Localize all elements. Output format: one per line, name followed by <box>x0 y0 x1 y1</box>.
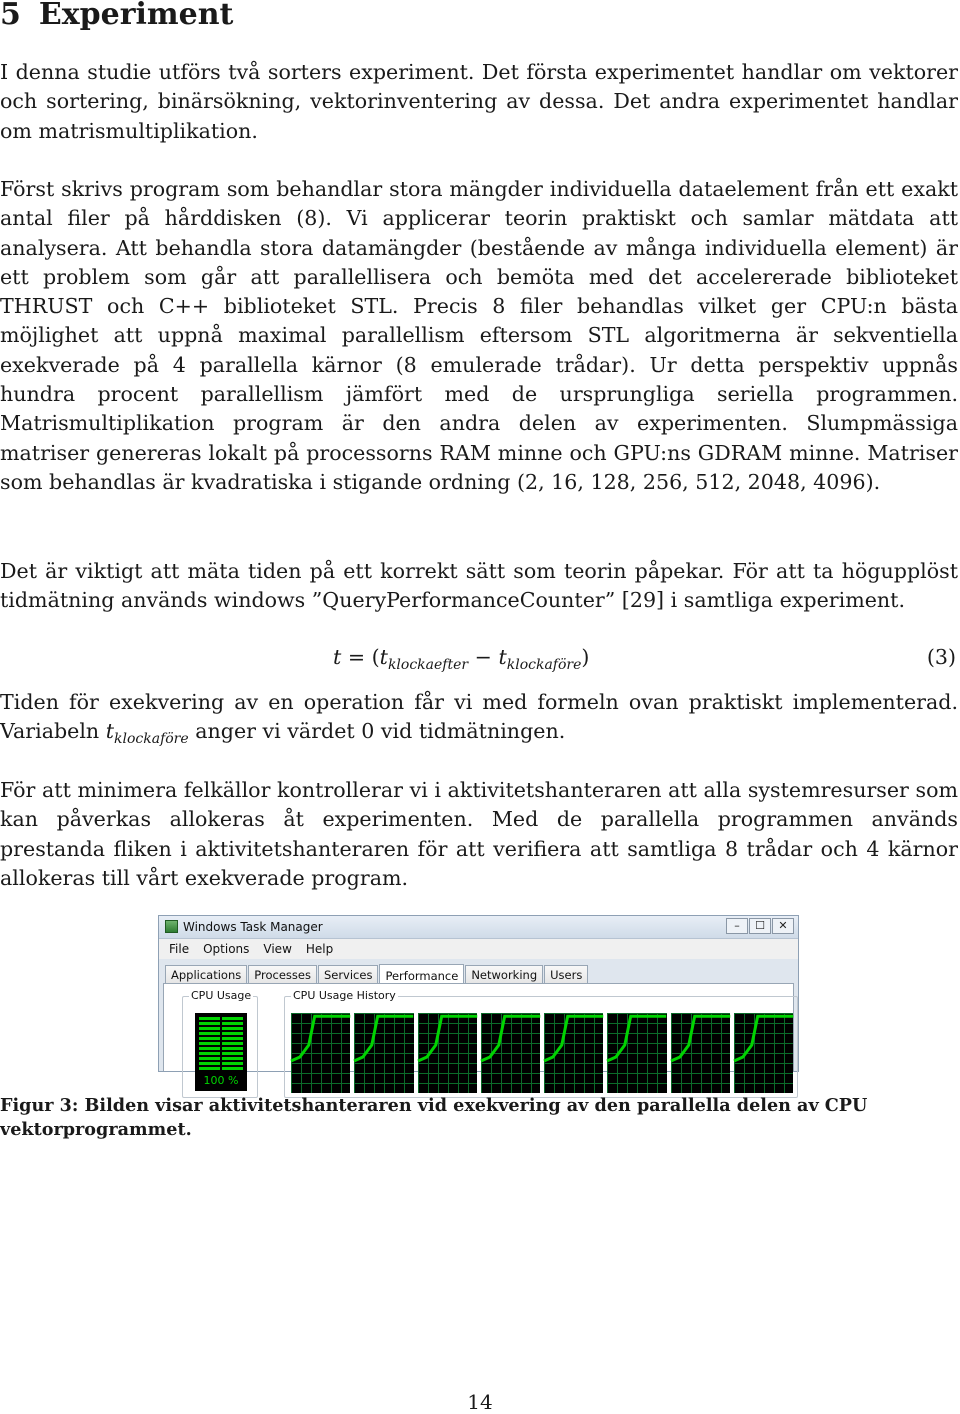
cpu-core-usage-line <box>734 1016 793 1061</box>
cpu-usage-label: CPU Usage <box>191 989 252 1002</box>
menu-file[interactable]: File <box>169 942 190 956</box>
paragraph-intro: I denna studie utförs två sorters experiment. Det första experimentet handlar om vektorer och sortering, binärsökning, vektorinventering av dessa. Det andra experimentet handlar om matrismultiplikation. <box>0 60 958 143</box>
section-number: 5 <box>0 0 21 32</box>
cpu-core-history-graph <box>607 1013 666 1093</box>
close-icon[interactable]: ✕ <box>772 918 794 934</box>
cpu-core-usage-line <box>291 1016 350 1061</box>
cpu-usage-value: 100 % <box>203 1074 239 1087</box>
cpu-core-usage-line <box>671 1016 730 1061</box>
cpu-core-usage-line <box>544 1016 603 1061</box>
cpu-core-usage-line <box>418 1016 477 1061</box>
cpu-core-history-graph <box>418 1013 477 1093</box>
cpu-usage-group <box>182 989 258 1098</box>
tab-performance[interactable]: Performance <box>379 964 464 984</box>
task-manager-icon <box>165 920 178 933</box>
cpu-usage-gauge <box>195 1013 247 1091</box>
cpu-history-graphs <box>291 1013 793 1093</box>
section-title: Experiment <box>38 0 234 32</box>
menu-view[interactable]: View <box>263 942 292 956</box>
minimize-icon[interactable]: – <box>726 918 748 934</box>
page-number: 14 <box>467 1390 493 1414</box>
task-manager-title: Windows Task Manager <box>183 920 323 934</box>
equation-3 <box>0 645 958 675</box>
cpu-core-history-graph <box>544 1013 603 1093</box>
cpu-core-history-graph <box>481 1013 540 1093</box>
paragraph-formula-usage: Tiden för exekvering av en operation får vi med formeln ovan praktiskt implementerad. Variabeln $t_{klockaföre}$ anger vi värdet 0 vid tidmätningen. <box>0 690 958 748</box>
task-manager-titlebar <box>159 916 798 939</box>
cpu-history-group <box>284 989 798 1098</box>
cpu-core-history-graph <box>354 1013 413 1093</box>
paragraph-resources: För att minimera felkällor kontrollerar vi i aktivitetshanteraren att alla systemresurser som kan påverkas allokeras åt experimenten. Med de parallella programmen används prestanda fliken i aktivitetshanteraren för att verifiera att samtliga 8 trådar och 4 kärnor allokeras till vårt exekverade program. <box>0 778 958 890</box>
maximize-icon[interactable]: ☐ <box>749 918 771 934</box>
paragraph-method: Först skrivs program som behandlar stora mängder individuella dataelement från ett exakt antal filer på hårddisken (8). Vi applicerar teorin praktiskt och samlar mätdata att analysera. Att behandla stora datamängder (bestående av många individuella element) är ett problem som går att parallellisera och bemöta med det accelererade biblioteket THRUST och C++ biblioteket STL. Precis 8 filer behandlas vilket ger CPU:n bästa möjlighet att uppnå maximal parallellism eftersom STL algoritmerna är sekventiella exekverade på 4 parallella kärnor (8 emulerade trådar). Ur detta perspektiv uppnås hundra procent parallellism jämfört med de ursprungliga seriella programmen. Matrismultiplikation program är den andra delen av experimenten. Slumpmässiga matriser genereras lokalt på processorns RAM minne och GPU:ns GDRAM minne. Matriser som behandlas är kvadratiska i stigande ordning (2, 16, 128, 256, 512, 2048, 4096). <box>0 177 958 494</box>
tab-users[interactable]: Users <box>544 965 588 983</box>
figure-caption: Figur 3: Bilden visar aktivitetshanteraren vid exekvering av den parallella delen av CPU vektorprogrammet. <box>0 1095 868 1140</box>
cpu-core-usage-line <box>481 1016 540 1061</box>
equation-formula: $t = (t_{klockaefter} - t_{klockaföre})$ <box>333 645 590 673</box>
cpu-history-label: CPU Usage History <box>293 989 396 1002</box>
cpu-core-history-graph <box>291 1013 350 1093</box>
menu-options[interactable]: Options <box>203 942 250 956</box>
cpu-core-usage-line <box>607 1016 666 1061</box>
cpu-core-history-graph <box>671 1013 730 1093</box>
task-manager-screenshot <box>158 915 799 1087</box>
performance-panel <box>163 983 794 1087</box>
task-manager-menubar <box>159 939 798 959</box>
task-manager-tabs <box>165 963 589 983</box>
tab-applications[interactable]: Applications <box>165 965 247 983</box>
tab-services[interactable]: Services <box>318 965 379 983</box>
menu-help[interactable]: Help <box>305 942 334 956</box>
tab-processes[interactable]: Processes <box>248 965 317 983</box>
cpu-core-history-graph <box>734 1013 793 1093</box>
section-heading <box>0 0 233 30</box>
cpu-usage-bars <box>199 1017 243 1071</box>
tab-networking[interactable]: Networking <box>465 965 543 983</box>
cpu-core-usage-line <box>354 1016 413 1061</box>
paragraph-timing: Det är viktigt att mäta tiden på ett korrekt sätt som teorin påpekar. För att ta högupplöst tidmätning används windows ”QueryPerformanceCounter” [29] i samtliga experiment. <box>0 559 958 613</box>
equation-number: (3) <box>926 645 956 669</box>
